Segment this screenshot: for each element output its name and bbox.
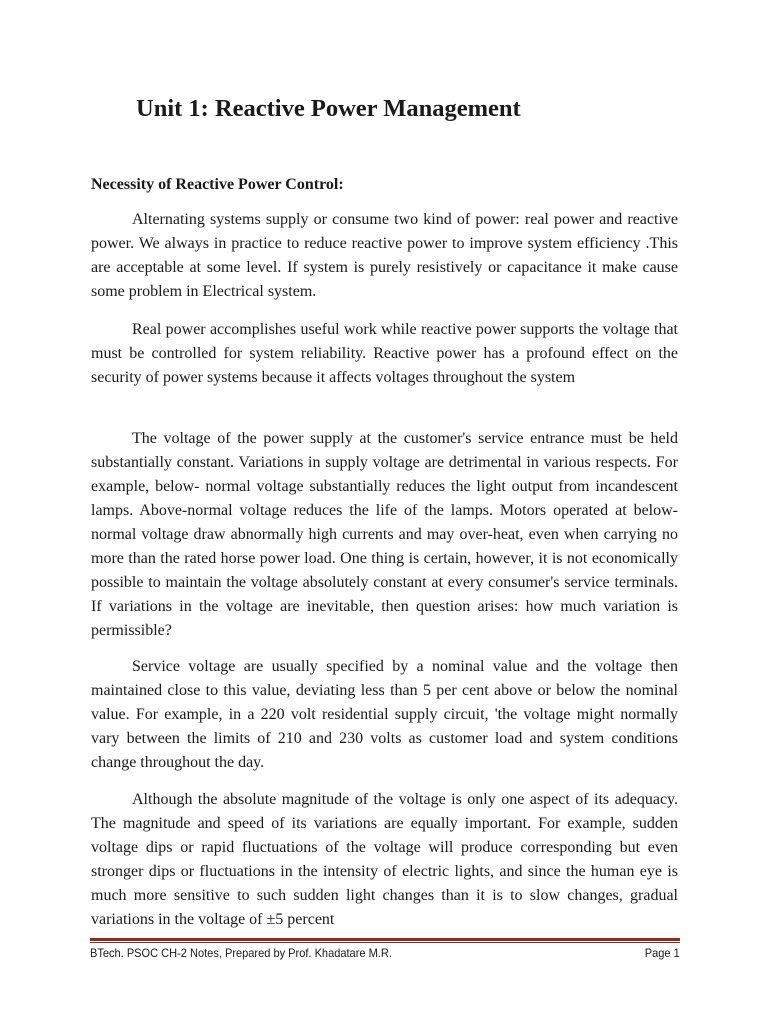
paragraph-block [91,655,678,775]
section-heading: Necessity of Reactive Power Control: [91,176,344,193]
paragraph-block [91,208,678,304]
body-paragraph: The voltage of the power supply at the customer's service entrance must be held substantially constant. Variations in supply voltage are detrimental in various respects. For example, below- normal voltage substantially reduces the light output from incandescent lamps. Above-normal voltage reduces the life of the lamps. Motors operated at below-normal voltage draw abnormally high currents and may over-heat, even when carrying no more than the rated horse power load. One thing is certain, however, it is not economically possible to maintain the voltage absolutely constant at every consumer's service terminals. If variations in the voltage are inevitable, then question arises: how much variation is permissible? [91,430,678,639]
page-footer [90,944,680,962]
paragraph-block [91,427,678,643]
paragraph-block [91,318,678,390]
page-number: Page 1 [644,946,680,960]
footer-divider-thin [90,942,680,943]
page-title: Unit 1: Reactive Power Management [136,95,521,122]
body-paragraph: Real power accomplishes useful work while reactive power supports the voltage that must be controlled for system reliability. Reactive power has a profound effect on the security of power systems because it affects voltages throughout the system [91,321,678,386]
paragraph-block [91,788,678,932]
body-paragraph: Service voltage are usually specified by a nominal value and the voltage then maintained close to this value, deviating less than 5 per cent above or below the nominal value. For example, in a 220 volt residential supply circuit, 'the voltage might normally vary between the limits of 210 and 230 volts as customer load and system conditions change throughout the day. [91,658,678,771]
footer-divider [90,938,680,941]
body-paragraph: Although the absolute magnitude of the voltage is only one aspect of its adequacy. The magnitude and speed of its variations are equally important. For example, sudden voltage dips or rapid fluctuations of the voltage will produce corresponding but even stronger dips or fluctuations in the intensity of electric lights, and since the human eye is much more sensitive to such sudden light changes than it is to slow changes, gradual variations in the voltage of ±5 percent [91,791,678,928]
footer-notes-label: BTech. PSOC CH-2 Notes, Prepared by Prof. Khadatare M.R. [90,946,392,960]
body-paragraph: Alternating systems supply or consume two kind of power: real power and reactive power. We always in practice to reduce reactive power to improve system efficiency .This are acceptable at some level. If system is purely resistively or capacitance it make cause some problem in Electrical system. [91,211,678,300]
